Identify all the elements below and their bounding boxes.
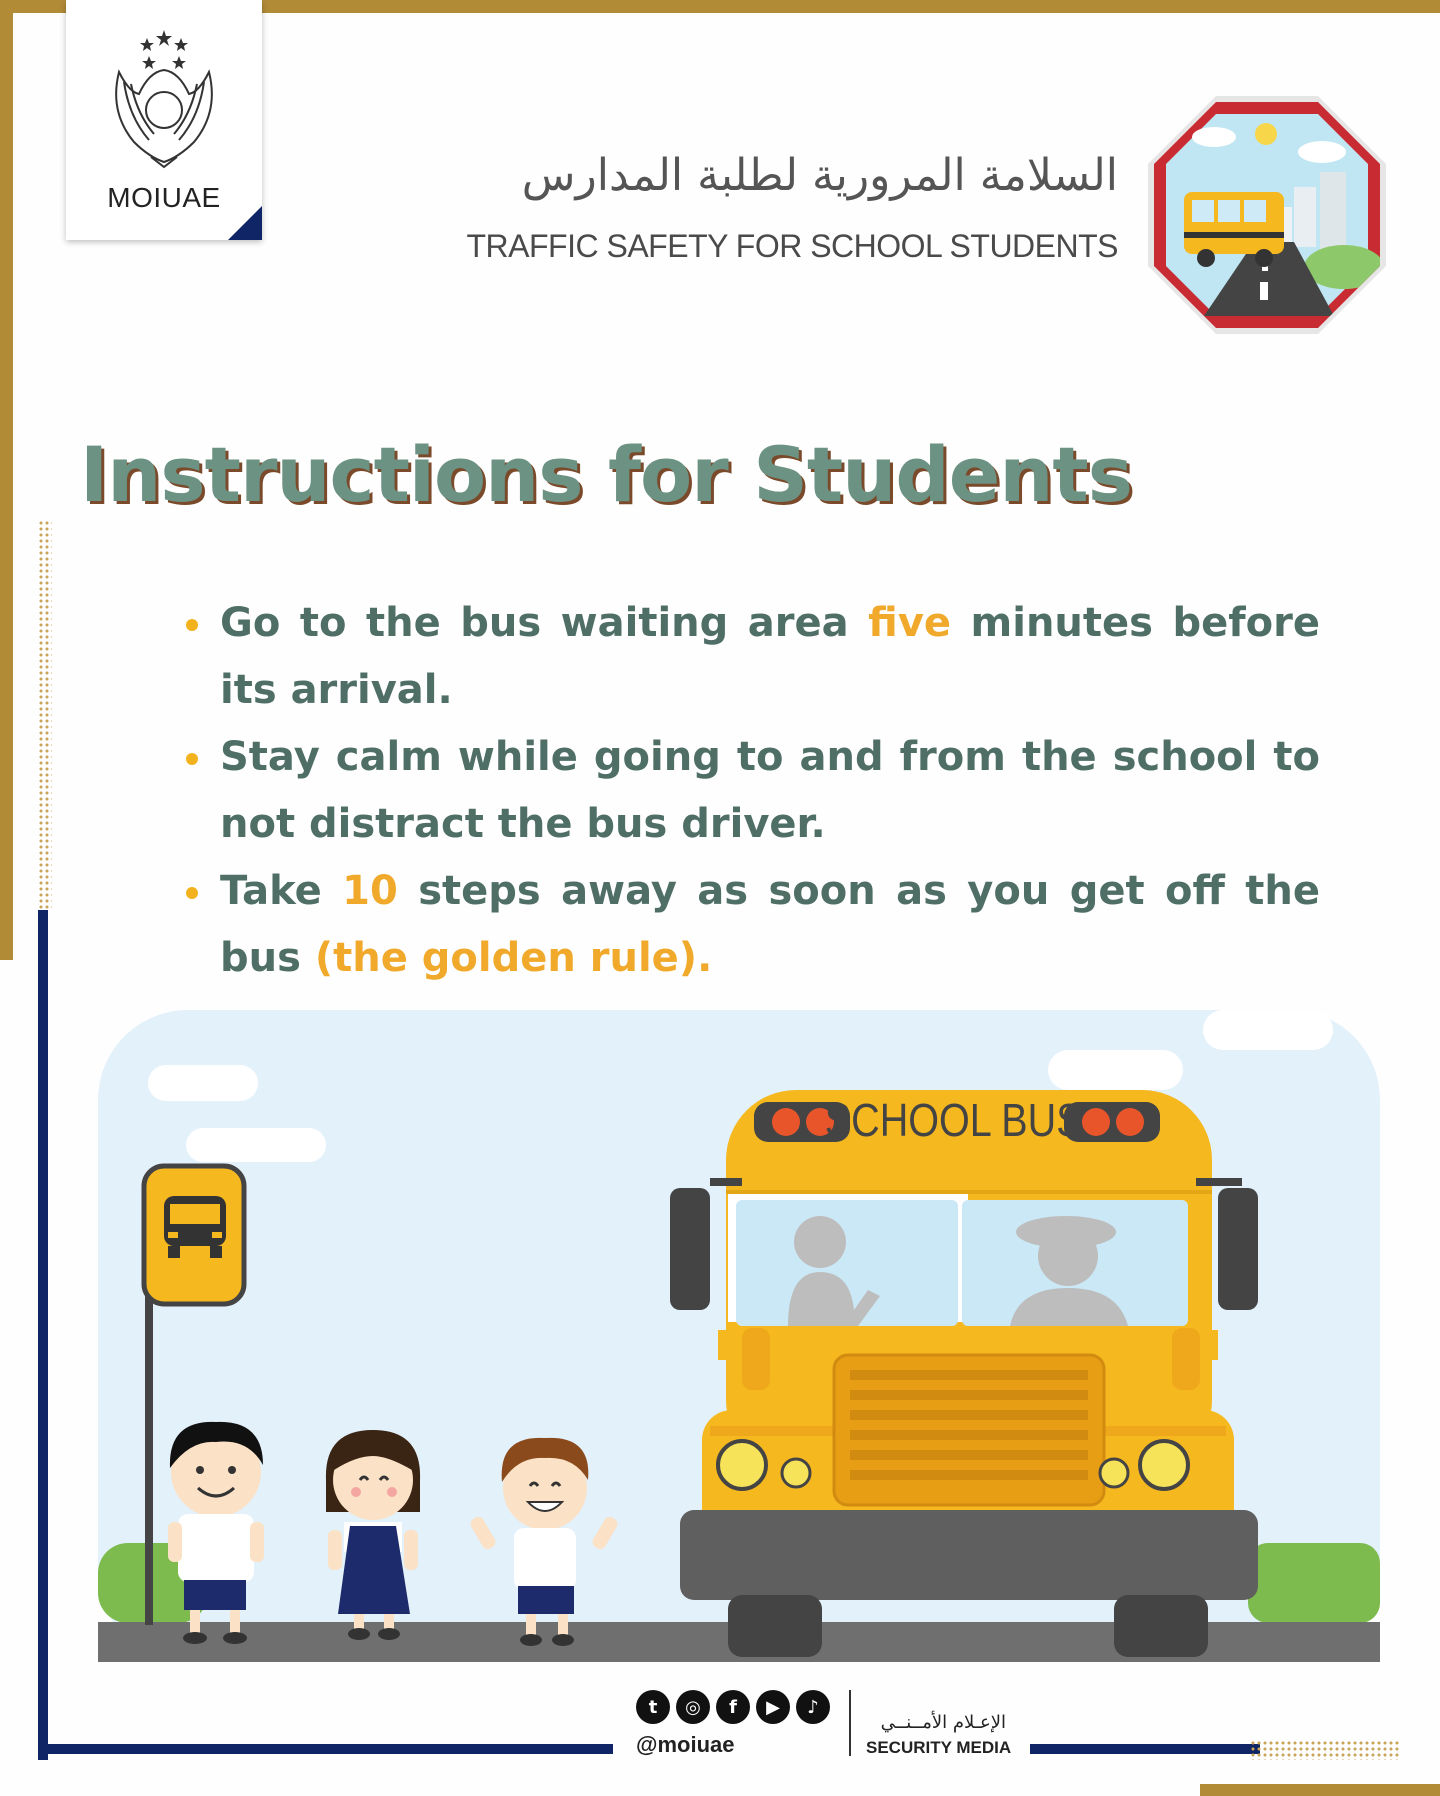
youtube-icon[interactable]: ▶ [756, 1690, 790, 1724]
instruction-item-2 [180, 724, 1320, 858]
social-icons [636, 1690, 830, 1724]
footer-separator [849, 1690, 851, 1756]
security-media-arabic: الإعـلام الأمــنــي [880, 1712, 1006, 1733]
school-bus [670, 1090, 1258, 1657]
instruction-1-highlight: five [868, 600, 952, 646]
school-bus-octagon-icon [1144, 92, 1390, 338]
instruction-2-text: Stay calm while going to and from the school to not distract the bus driver. [220, 734, 1320, 847]
instruction-3-text-start: Take [220, 868, 343, 914]
instruction-item-3 [180, 858, 1320, 992]
dot-pattern-bottom-right [1250, 1740, 1400, 1760]
instagram-icon[interactable]: ◎ [676, 1690, 710, 1724]
instruction-item-1 [180, 590, 1320, 724]
instruction-3-highlight: 10 [342, 868, 398, 914]
bus-label: SCHOOL BUS [824, 1095, 1083, 1147]
instruction-3-text-mid: steps away as soon as you get off the bus [220, 868, 1321, 981]
frame-bottom-gold [1200, 1784, 1440, 1796]
security-media-english: SECURITY MEDIA [866, 1738, 1012, 1757]
frame-left-gold-border [0, 0, 13, 960]
tiktok-icon[interactable]: ♪ [796, 1690, 830, 1724]
frame-bottom-navy-right [1030, 1744, 1260, 1754]
student-girl [326, 1430, 420, 1640]
bus-stop-illustration [98, 1010, 1380, 1662]
main-title: Instructions for Students [80, 430, 1132, 519]
bus-stop-sign-icon [144, 1166, 244, 1304]
header-title-english: TRAFFIC SAFETY FOR SCHOOL STUDENTS [466, 228, 1118, 264]
moi-logo-card [66, 0, 262, 240]
twitter-icon[interactable]: t [636, 1690, 670, 1724]
social-handle[interactable]: @moiuae [636, 1732, 735, 1757]
logo-label: MOIUAE [107, 182, 221, 213]
header-title-arabic: السلامة المرورية لطلبة المدارس [521, 150, 1118, 201]
logo-corner-accent [228, 206, 262, 240]
eagle-emblem-icon [99, 22, 229, 172]
instruction-list [180, 590, 1320, 992]
instruction-1-text-end: minutes before its arrival. [220, 600, 1320, 713]
frame-bottom-navy-left [38, 1744, 613, 1754]
facebook-icon[interactable]: f [716, 1690, 750, 1724]
dot-pattern-left [38, 520, 52, 910]
frame-left-navy-border [38, 910, 48, 1760]
instruction-1-text-start: Go to the bus waiting area [220, 600, 869, 646]
instruction-3-golden-rule: (the golden rule). [314, 935, 713, 981]
